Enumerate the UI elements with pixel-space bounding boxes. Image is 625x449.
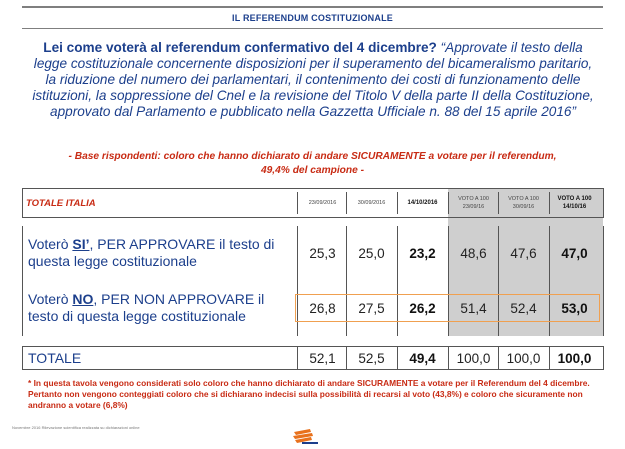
base-percentage: 49,4%	[260, 165, 290, 176]
value-cell: 47,0	[549, 226, 599, 281]
question-lead: Lei come voterà al referendum confermativo del 4 dicembre?	[43, 40, 437, 55]
no-row-highlight	[295, 294, 600, 322]
row-label-suffix: , PER NON APPROVARE il testo di questa legge costituzionale	[28, 291, 265, 324]
header-bottom-rule	[22, 28, 603, 29]
value-cell: 25,3	[297, 226, 347, 281]
total-value-cell: 49,4	[397, 346, 447, 370]
value-cell: 53,0	[549, 281, 599, 336]
column-header: VOTO A 100 14/10/16	[549, 192, 599, 214]
value-cell: 25,0	[346, 226, 396, 281]
column-header: VOTO A 100 30/09/16	[498, 192, 548, 214]
base-respondents	[20, 150, 605, 178]
total-label: TOTALE	[28, 350, 82, 366]
row-label	[28, 291, 287, 325]
row-label-prefix: Voterò	[28, 291, 73, 307]
total-value-cell: 100,0	[498, 346, 548, 370]
value-cell: 27,5	[346, 281, 396, 336]
column-header: VOTO A 100 23/09/16	[448, 192, 498, 214]
total-value-cell: 52,5	[346, 346, 396, 370]
value-cell: 26,2	[397, 281, 447, 336]
row-label-prefix: Voterò	[28, 236, 73, 252]
row-label-suffix: , PER APPROVARE il testo di questa legge costituzionale	[28, 236, 275, 269]
question-text	[30, 40, 596, 120]
row-label-key: SI’	[72, 236, 90, 252]
value-cell: 51,4	[448, 281, 498, 336]
column-header: 30/09/2016	[346, 192, 396, 214]
page-title: IL REFERENDUM COSTITUZIONALE	[232, 13, 393, 23]
column-header: 23/09/2016	[297, 192, 347, 214]
institute-logo-icon	[290, 428, 322, 446]
column-header: 14/10/2016	[397, 192, 447, 214]
value-cell: 23,2	[397, 226, 447, 281]
base-line-2-rest: del campione -	[289, 165, 365, 176]
value-cell: 52,4	[498, 281, 548, 336]
total-value-cell: 100,0	[549, 346, 599, 370]
value-cell: 47,6	[498, 226, 548, 281]
row-label-key: NO	[72, 291, 94, 307]
value-cell: 26,8	[297, 281, 347, 336]
base-line-2	[20, 164, 605, 178]
footnote: * In questa tavola vengono considerati solo coloro che hanno dichiarato di andare SICURAMENTE a votare per il Referendum del 4 dicembre. Pertanto non vengono conteggiati coloro che si dichiarano indecisi sulla possibilità di recarsi al voto (43,8%) e coloro che sicuramente non andranno a votare (6,8%)	[28, 378, 590, 410]
base-line-1: - Base rispondenti: coloro che hanno dichiarato di andare SICURAMENTE a votare per il referendum,	[68, 151, 557, 162]
results-table	[22, 188, 604, 373]
total-value-cell: 52,1	[297, 346, 347, 370]
header-top-rule	[22, 6, 603, 8]
question-quote: “Approvate il testo della legge costituzionale concernente disposizioni per il superamento del bicameralismo paritario, la riduzione del numero dei parlamentari, il contenimento dei costi di funzionamento delle istituzioni, la soppressione del Cnel e la revisione del Titolo V della parte II della Costituzione, approvato dal Parlamento e pubblicato nella Gazzetta Ufficiale n. 88 del 15 aprile 2016”	[32, 40, 594, 119]
section-label: TOTALE ITALIA	[26, 198, 96, 209]
value-cell: 48,6	[448, 226, 498, 281]
total-value-cell: 100,0	[448, 346, 498, 370]
small-print: Novembre 2016 Rilevazione scientifica realizzata su dichiarazioni online	[12, 425, 140, 430]
table-right-border	[603, 226, 604, 336]
row-label	[28, 236, 287, 270]
